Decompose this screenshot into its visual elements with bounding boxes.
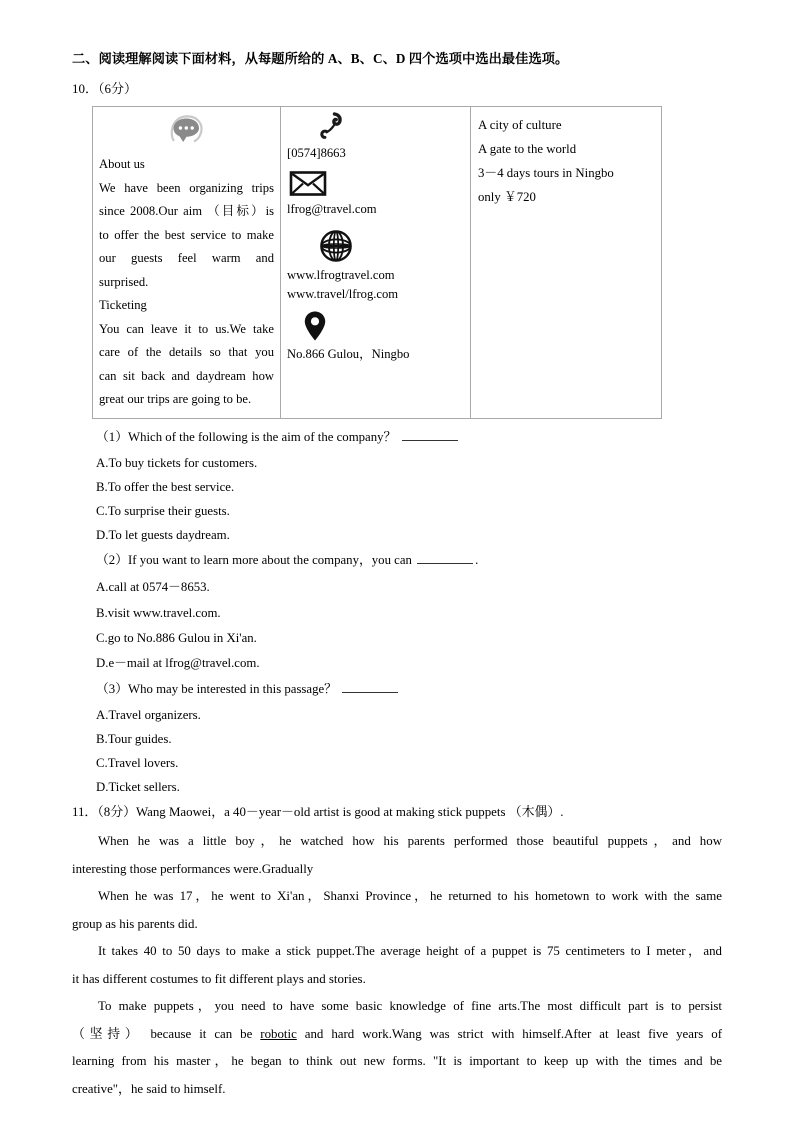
q2-option-d[interactable]: D.e－mail at lfrog@travel.com.	[96, 656, 260, 670]
about-us-body	[99, 153, 274, 412]
p4-line-4: creative"，he said to himself.	[72, 1081, 226, 1096]
passage-paragraph-2	[72, 883, 722, 938]
phone-icon-wrap	[287, 111, 462, 141]
advert-column-slogan	[471, 107, 661, 418]
question-10-points: （6分）	[98, 81, 138, 96]
ticketing-heading: Ticketing	[99, 298, 147, 312]
q3-option-c[interactable]: C.Travel lovers.	[96, 756, 179, 770]
about-line-2: since 2008.Our aim （目标）is	[99, 204, 274, 218]
email-address: lfrog@travel.com	[287, 202, 377, 216]
location-pin-icon-wrap	[287, 310, 462, 342]
p1-line-2: interesting those performances were.Gradually	[72, 861, 314, 876]
p1-line-1: When he was a little boy，he watched how his parents performed those beautiful puppets，and how	[98, 834, 722, 848]
sub-question-3-label: （3）	[96, 682, 128, 696]
p4-line-2: （坚持） because it can be robotic and hard work.Wang was strict with himself.After at least five years of	[72, 1026, 722, 1041]
slogan-line-3: 3－4 days tours in Ningbo	[478, 166, 614, 180]
answer-blank-3[interactable]	[342, 682, 398, 693]
ticketing-line-3: can sit back and daydream how	[99, 368, 274, 383]
question-10-number: 10．	[72, 81, 99, 96]
q2-option-c[interactable]: C.go to No.886 Gulou in Xi'an.	[96, 631, 257, 645]
passage-paragraph-3	[72, 938, 722, 993]
slogan-line-1: A city of culture	[478, 118, 562, 132]
p3-line-1: It takes 40 to 50 days to make a stick puppet.The average height of a puppet is 75 centimeters to I meter，and	[98, 944, 722, 958]
envelope-icon	[289, 169, 327, 197]
sub-question-1	[96, 428, 460, 446]
q1-option-a[interactable]: A.To buy tickets for customers.	[96, 456, 258, 470]
robotic-underlined-word: robotic	[260, 1026, 297, 1041]
about-line-4: our guests feel warm and	[99, 251, 274, 265]
section-heading: 二、阅读理解阅读下面材料，从每题所给的 A、B、C、D 四个选项中选出最佳选项。	[72, 51, 569, 66]
advertisement-table	[92, 106, 662, 419]
question-10-stem	[72, 80, 137, 98]
p2-line-2: group as his parents did.	[72, 916, 198, 931]
envelope-icon-wrap	[287, 169, 462, 197]
q3-option-d[interactable]: D.Ticket sellers.	[96, 780, 180, 794]
p3-line-2: it has different costumes to fit different plays and stories.	[72, 971, 366, 986]
slogan-line-2: A gate to the world	[478, 142, 577, 156]
advert-column-contact	[281, 107, 471, 418]
sub-question-2-tail: .	[475, 553, 479, 567]
globe-icon	[319, 229, 353, 263]
street-address: No.866 Gulou，Ningbo	[287, 347, 410, 361]
q3-option-b[interactable]: B.Tour guides.	[96, 732, 172, 746]
sub-question-3	[96, 680, 400, 698]
chat-bubble-icon-wrap	[99, 111, 274, 153]
q3-option-a[interactable]: A.Travel organizers.	[96, 708, 201, 722]
q1-option-d[interactable]: D.To let guests daydream.	[96, 528, 230, 542]
chat-bubble-icon	[170, 113, 204, 145]
phone-icon	[317, 111, 343, 141]
passage-paragraph-1	[72, 828, 722, 883]
question-11-title: Wang Maowei，a 40－year－old artist is good at making stick puppets （木偶）.	[135, 805, 564, 819]
sub-question-1-label: （1）	[96, 430, 128, 444]
p2-line-1: When he was 17，he went to Xi'an，Shanxi Province，he returned to his hometown to work with the same	[98, 889, 722, 903]
location-pin-icon	[303, 310, 327, 342]
sub-question-1-text: Which of the following is the aim of the company？	[128, 430, 397, 444]
sub-question-2-text: If you want to learn more about the company，you can	[128, 553, 412, 567]
question-11-number: 11．	[72, 805, 98, 819]
ticketing-line-1: You can leave it to us.We take	[99, 321, 274, 336]
website-primary: www.lfrogtravel.com	[287, 268, 395, 282]
sub-question-3-text: Who may be interested in this passage？	[128, 682, 337, 696]
slogan-line-4: only ￥720	[478, 190, 536, 204]
passage-paragraph-4	[72, 993, 722, 1103]
q2-option-a[interactable]: A.call at 0574－8653.	[96, 580, 210, 594]
p4-line-3: learning from his master，he began to think out new forms. "It is important to keep up with the times and be	[72, 1054, 722, 1068]
q1-option-c[interactable]: C.To surprise their guests.	[96, 504, 230, 518]
sub-question-2-label: （2）	[96, 553, 128, 567]
phone-number: [0574]8663	[287, 146, 346, 160]
about-line-1: We have been organizing trips	[99, 180, 274, 195]
about-us-heading: About us	[99, 157, 145, 171]
p4-line-1: To make puppets，you need to have some basic knowledge of fine arts.The most difficult part is to persist	[98, 999, 722, 1013]
ticketing-line-4: great our trips are going to be.	[99, 392, 252, 406]
q1-option-b[interactable]: B.To offer the best service.	[96, 480, 235, 494]
answer-blank-2[interactable]	[417, 553, 473, 564]
question-11-stem	[72, 803, 564, 821]
website-secondary: www.travel/lfrog.com	[287, 287, 399, 301]
question-11-points: （8分）	[97, 805, 136, 819]
advert-column-about	[93, 107, 281, 418]
q2-option-b[interactable]: B.visit www.travel.com.	[96, 606, 221, 620]
sub-question-2	[96, 551, 478, 569]
about-line-3: to offer the best service to make	[99, 227, 274, 242]
about-line-5: surprised.	[99, 274, 149, 289]
ticketing-line-2: care of the details so that you	[99, 345, 274, 359]
answer-blank-1[interactable]	[402, 430, 458, 441]
globe-icon-wrap	[287, 229, 462, 263]
